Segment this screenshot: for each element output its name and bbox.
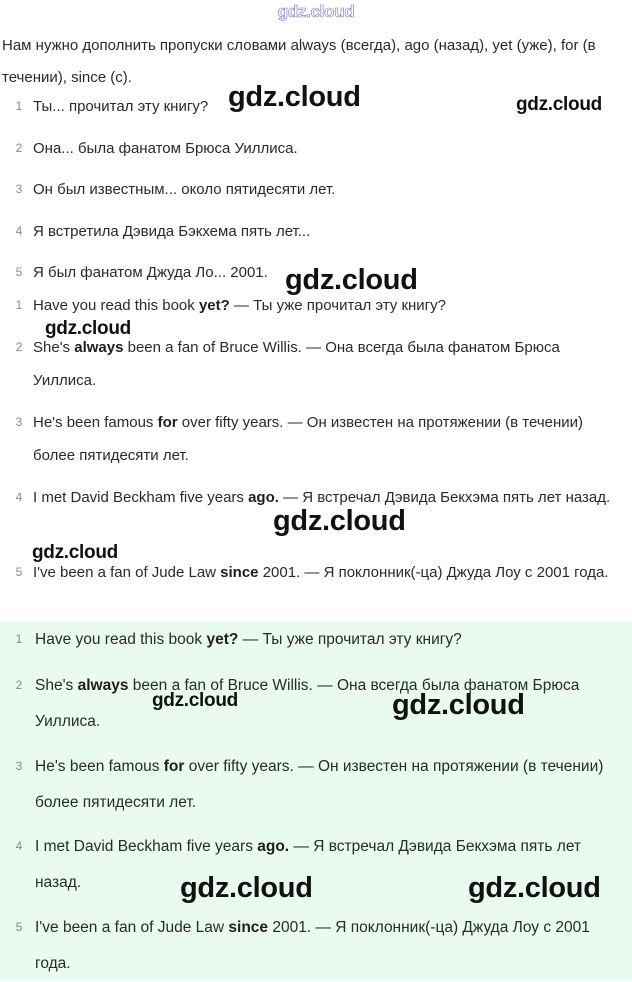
answer-text: I met David Beckham five years ago. — Я встречал Дэвида Бекхэма пять лет назад. <box>35 838 582 891</box>
intro-text: Нам нужно дополнить пропуски словами always (всегда), ago (назад), yet (уже), for (в течении), since (с). <box>2 37 596 86</box>
answer-text: He's been famous for over fifty years. — Он известен на протяжении (в течении) более пятидесяти лет. <box>35 758 604 811</box>
watermark: gdz.cloud <box>516 94 602 115</box>
item-number: 3 <box>15 415 23 429</box>
answer-word: yet? <box>198 297 230 314</box>
item-number: 1 <box>15 99 23 113</box>
top-watermark: gdz.cloud <box>277 2 355 21</box>
item-number: 1 <box>15 632 23 646</box>
watermark: gdz.cloud <box>285 264 418 296</box>
answer-text: Have you read this book yet? — Ты уже прочитал эту книгу? <box>33 297 446 314</box>
answer-word: ago. <box>248 489 279 506</box>
item-number: 3 <box>15 759 23 773</box>
answer-text: She's always been a fan of Bruce Willis. — Она всегда была фанатом Брюса Уиллиса. <box>33 339 560 389</box>
question-text: Я был фанатом Джуда Ло... 2001. <box>33 264 268 281</box>
question-text: Он был известным... около пятидесяти лет. <box>33 181 336 198</box>
item-number: 5 <box>15 920 23 934</box>
answer-word: yet? <box>206 631 239 648</box>
question-text: Ты... прочитал эту книгу? <box>33 98 209 115</box>
watermark: gdz.cloud <box>45 318 131 339</box>
watermark: gdz.cloud <box>468 872 601 904</box>
answer-word: ago. <box>257 838 290 855</box>
item-number: 4 <box>15 490 23 504</box>
answer-word: always <box>77 677 129 694</box>
answer-word: since <box>228 919 269 936</box>
answer-text: I've been a fan of Jude Law since 2001. — Я поклонник(-ца) Джуда Лоу с 2001 года. <box>33 564 609 581</box>
watermark: gdz.cloud <box>152 690 238 711</box>
watermark: gdz.cloud <box>273 505 406 537</box>
watermark: gdz.cloud <box>180 872 313 904</box>
answer-text: He's been famous for over fifty years. — Он известен на протяжении (в течении) более пятидесяти лет. <box>33 414 584 464</box>
watermark: gdz.cloud <box>392 689 525 721</box>
item-number: 2 <box>15 340 23 354</box>
item-number: 5 <box>15 565 23 579</box>
item-number: 1 <box>15 298 23 312</box>
answer-text: I met David Beckham five years ago. — Я встречал Дэвида Бекхэма пять лет назад. <box>33 489 611 506</box>
item-number: 4 <box>15 224 23 238</box>
answer-word: for <box>163 758 185 775</box>
answer-text: Have you read this book yet? — Ты уже прочитал эту книгу? <box>35 631 462 648</box>
item-number: 2 <box>15 141 23 155</box>
watermark: gdz.cloud <box>228 81 361 113</box>
item-number: 2 <box>15 678 23 692</box>
answer-word: for <box>157 414 178 431</box>
item-number: 5 <box>15 265 23 279</box>
watermark: gdz.cloud <box>32 542 118 563</box>
item-number: 3 <box>15 182 23 196</box>
answer-word: since <box>220 564 259 581</box>
item-number: 4 <box>15 839 23 853</box>
answer-text: I've been a fan of Jude Law since 2001. — Я поклонник(-ца) Джуда Лоу с 2001 года. <box>35 919 590 972</box>
answer-text: She's always been a fan of Bruce Willis. — Она всегда была фанатом Брюса Уиллиса. <box>35 677 580 730</box>
question-text: Я встретила Дэвида Бэкхема пять лет... <box>33 223 311 240</box>
answer-word: always <box>74 339 124 356</box>
question-text: Она... была фанатом Брюса Уиллиса. <box>33 140 298 157</box>
